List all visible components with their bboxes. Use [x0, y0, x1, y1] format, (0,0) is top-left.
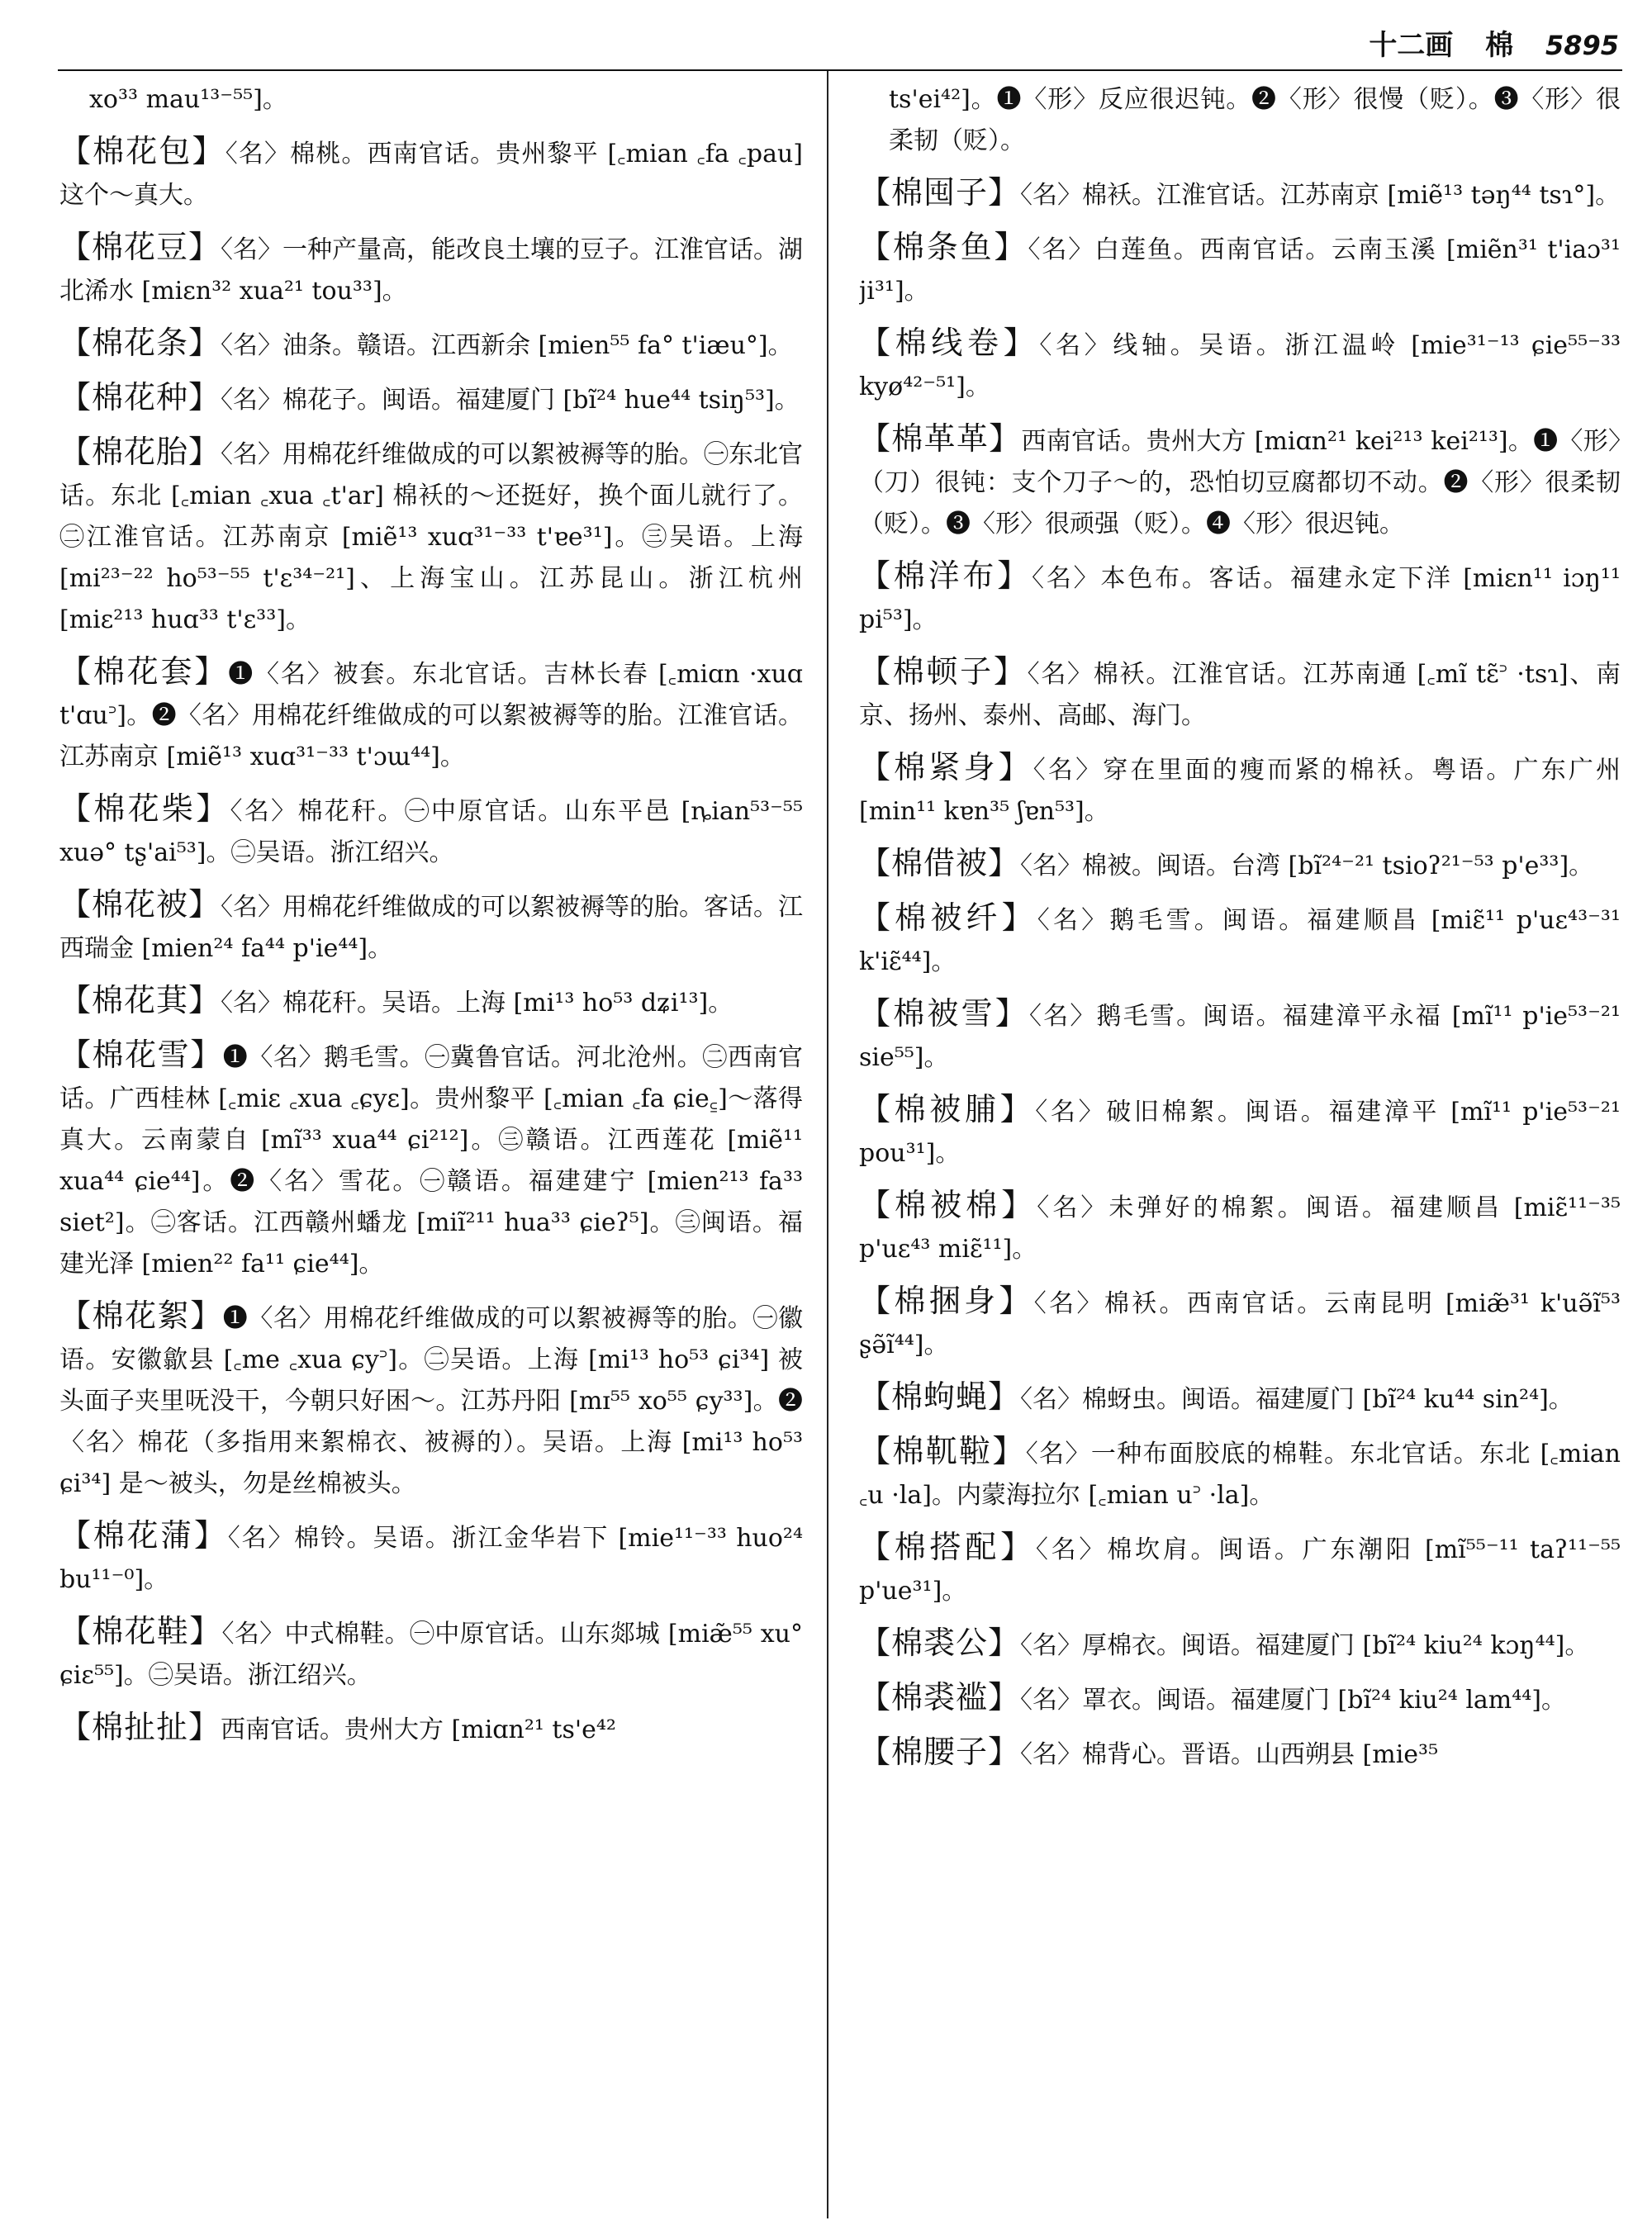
dictionary-entry	[859, 747, 1621, 833]
entry-headword: 【棉花种】	[59, 379, 221, 415]
entry-headword: 【棉花包】	[59, 133, 225, 169]
entry-headword: 【棉被雪】	[859, 995, 1029, 1032]
entry-definition: 〈名〉本色布。客话。福建永定下洋 [miɛn¹¹ iɔŋ¹¹ pi⁵³]。	[859, 564, 1621, 634]
dictionary-entry	[59, 884, 803, 970]
entry-list-left	[59, 130, 803, 1751]
entry-definition: 〈名〉厚棉衣。闽语。福建厦门 [bĩ²⁴ kiu²⁴ kɔŋ⁴⁴]。	[1020, 1631, 1590, 1660]
entry-headword: 【棉花套】	[59, 653, 229, 690]
entry-definition: 〈名〉线轴。吴语。浙江温岭 [mie³¹⁻¹³ ɕie⁵⁵⁻³³ kyø⁴²⁻⁵¹]。	[859, 331, 1621, 401]
dictionary-entry	[59, 431, 803, 641]
entry-definition: 〈名〉棉花秆。吴语。上海 [mi¹³ ho⁵³ dʑi¹³]。	[221, 989, 733, 1018]
entry-headword: 【棉腰子】	[859, 1734, 1021, 1770]
dictionary-entry	[59, 1515, 803, 1601]
entry-headword: 【棉借被】	[859, 845, 1021, 881]
entry-headword: 【棉捆身】	[859, 1283, 1034, 1319]
entry-headword: 【棉被脯】	[859, 1091, 1036, 1127]
entry-headword: 【棉搭配】	[859, 1529, 1036, 1565]
entry-definition: 〈名〉鹅毛雪。闽语。福建顺昌 [miɛ̃¹¹ p'uɛ⁴³⁻³¹ k'iɛ̃⁴⁴]。	[859, 906, 1621, 976]
entry-definition: 〈名〉棉袄。江淮官话。江苏南京 [miẽ¹³ təŋ⁴⁴ tsɿ°]。	[1020, 181, 1621, 210]
entry-definition: 〈名〉用棉花纤维做成的可以絮被褥等的胎。客话。江西瑞金 [mien²⁴ fa⁴⁴ p'ie⁴⁴]。	[59, 893, 803, 963]
entry-definition: 〈名〉一种产量高，能改良土壤的豆子。江淮官话。湖北浠水 [miɛn³² xua²¹ tou³³]。	[59, 235, 803, 306]
dictionary-entry	[859, 1089, 1621, 1174]
entry-headword: 【棉条鱼】	[859, 229, 1028, 265]
continuation-text: xo³³ mau¹³⁻⁵⁵]。	[89, 85, 287, 114]
dictionary-entry	[859, 322, 1621, 408]
entry-definition: 〈名〉用棉花纤维做成的可以絮被褥等的胎。㊀东北官话。东北 [꜀mian ꜀xua ꜀t'ar] 棉袄的～还挺好，换个面儿就行了。㊁江淮官话。江苏南京 [miẽ¹³ xuɑ³¹⁻³³ t'ɐe³¹]。㊂吴语。上海 [mi²³⁻²² ho⁵³⁻⁵⁵ t'ɛ³⁴⁻²¹]、上海宝山。江苏昆山。浙江杭州 [miɛ²¹³ huɑ³³ t'ɛ³³]。	[59, 440, 803, 634]
dictionary-entry	[59, 322, 803, 367]
entry-headword: 【棉花胎】	[59, 434, 221, 470]
entry-definition: 〈名〉一种布面胶底的棉鞋。东北官话。东北 [꜀mian ꜀u ·la]。内蒙海拉尔 [꜀mian u꜄ ·la]。	[859, 1440, 1621, 1510]
page-number: 5895	[1545, 30, 1619, 61]
entry-definition: 〈名〉棉背心。晋语。山西朔县 [mie³⁵	[1020, 1740, 1439, 1769]
entry-definition: 〈名〉棉袄。江淮官话。江苏南通 [꜀mĩ tɛ̃꜄ ·tsɿ]、南京、扬州、泰州、高邮、海门。	[859, 660, 1621, 730]
dictionary-entry	[859, 226, 1621, 312]
entry-definition: 〈名〉棉花子。闽语。福建厦门 [bĩ²⁴ hue⁴⁴ tsiŋ⁵³]。	[221, 386, 800, 415]
entry-headword: 【棉蚼蝇】	[859, 1378, 1021, 1415]
entry-definition: 〈名〉棉花秆。㊀中原官话。山东平邑 [ȵian⁵³⁻⁵⁵ xuə° tʂ'ai⁵³]。㊁吴语。浙江绍兴。	[59, 797, 803, 867]
dictionary-entry	[59, 377, 803, 421]
entry-definition: 〈名〉棉桃。西南官话。贵州黎平 [꜀mian ꜀fa ꜀pau] 这个～真大。	[59, 140, 803, 210]
entry-headword: 【棉花絮】	[59, 1298, 223, 1334]
entry-headword: 【棉线卷】	[859, 325, 1040, 361]
dictionary-entry	[59, 980, 803, 1024]
entry-definition: 〈名〉白莲鱼。西南官话。云南玉溪 [miẽn³¹ t'iaɔ³¹ ji³¹]。	[859, 235, 1621, 306]
dictionary-entry	[59, 226, 803, 312]
dictionary-entry	[859, 1526, 1621, 1612]
entry-list-right	[859, 172, 1621, 1776]
dictionary-entry	[859, 172, 1621, 216]
entry-definition: 〈名〉棉蚜虫。闽语。福建厦门 [bĩ²⁴ ku⁴⁴ sin²⁴]。	[1020, 1385, 1574, 1414]
entry-definition: 〈名〉破旧棉絮。闽语。福建漳平 [mĩ¹¹ p'ie⁵³⁻²¹ pou³¹]。	[859, 1098, 1621, 1168]
dictionary-entry	[859, 1677, 1621, 1721]
entry-definition: 〈名〉棉坎肩。闽语。广东潮阳 [mĩ⁵⁵⁻¹¹ taʔ¹¹⁻⁵⁵ p'ue³¹]。	[859, 1535, 1621, 1606]
entry-headword: 【棉花豆】	[59, 229, 221, 265]
dictionary-entry	[59, 1706, 803, 1751]
entry-headword: 【棉裘褴】	[859, 1679, 1021, 1715]
dictionary-entry	[859, 555, 1621, 641]
column-divider	[827, 71, 828, 2218]
entry-definition: 西南官话。贵州大方 [miɑn²¹ kei²¹³ kei²¹³]。❶〈形〉（刀）很钝：支个刀子～的，恐怕切豆腐都切不动。❷〈形〉很柔韧（贬）。❸〈形〉很顽强（贬）。❹〈形〉很迟钝。	[859, 427, 1621, 539]
dictionary-entry	[859, 993, 1621, 1079]
header-char: 棉	[1485, 29, 1514, 62]
entry-definition: 〈名〉鹅毛雪。闽语。福建漳平永福 [mĩ¹¹ p'ie⁵³⁻²¹ sie⁵⁵]。	[859, 1002, 1621, 1072]
entry-definition: 〈名〉棉铃。吴语。浙江金华岩下 [mie¹¹⁻³³ huo²⁴ bu¹¹⁻⁰]。	[59, 1524, 803, 1594]
running-header	[1289, 25, 1619, 66]
entry-definition: ❶〈名〉鹅毛雪。㊀冀鲁官话。河北沧州。㊁西南官话。广西桂林 [꜀miɛ ꜀xua ꜀ɕyɛ]。贵州黎平 [꜀mian ꜀fa ɕie꜁]～落得真大。云南蒙自 [mĩ³³ xua⁴⁴ ɕi²¹²]。㊂赣语。江西莲花 [miẽ¹¹ xua⁴⁴ ɕie⁴⁴]。❷〈名〉雪花。㊀赣语。福建建宁 [mien²¹³ fa³³ siet²]。㊁客话。江西赣州蟠龙 [miĩ²¹¹ hua³³ ɕieʔ⁵]。㊂闽语。福建光泽 [mien²² fa¹¹ ɕie⁴⁴]。	[59, 1043, 803, 1279]
entry-headword: 【棉被纤】	[859, 899, 1037, 936]
entry-headword: 【棉花被】	[59, 886, 221, 923]
dictionary-entry	[859, 1731, 1621, 1776]
dictionary-entry	[859, 897, 1621, 983]
dictionary-entry	[859, 842, 1621, 887]
entry-headword: 【棉紧身】	[859, 749, 1033, 785]
entry-definition: 〈名〉棉被。闽语。台湾 [bĩ²⁴⁻²¹ tsioʔ²¹⁻⁵³ p'e³³]。	[1020, 852, 1594, 880]
entry-headword: 【棉靰鞡】	[859, 1433, 1026, 1469]
entry-headword: 【棉花雪】	[59, 1037, 223, 1073]
entry-definition: 西南官话。贵州大方 [miɑn²¹ ts'e⁴²	[221, 1715, 616, 1744]
dictionary-entry	[59, 130, 803, 216]
entry-headword: 【棉花条】	[59, 325, 221, 361]
dictionary-entry	[59, 1034, 803, 1285]
entry-definition: 〈名〉油条。赣语。江西新余 [mien⁵⁵ fa° t'iæu°]。	[221, 331, 793, 360]
dictionary-entry	[859, 651, 1621, 737]
entry-definition: 〈名〉罩衣。闽语。福建厦门 [bĩ²⁴ kiu²⁴ lam⁴⁴]。	[1020, 1686, 1567, 1715]
dictionary-entry	[859, 418, 1621, 545]
dictionary-entry	[59, 651, 803, 778]
entry-definition: ❶〈名〉被套。东北官话。吉林长春 [꜀miɑn ·xuɑ t'ɑu꜄]。❷〈名〉用棉花纤维做成的可以絮被褥等的胎。江淮官话。江苏南京 [miẽ¹³ xuɑ³¹⁻³³ t'ɔɯ⁴⁴]。	[59, 660, 803, 771]
dictionary-entry	[859, 1622, 1621, 1667]
entry-definition: 〈名〉未弹好的棉絮。闽语。福建顺昌 [miɛ̃¹¹⁻³⁵ p'uɛ⁴³ miɛ̃¹¹]。	[859, 1193, 1621, 1264]
dictionary-entry	[59, 1295, 803, 1505]
header-section: 十二画	[1369, 29, 1454, 62]
entry-definition: ❶〈名〉用棉花纤维做成的可以絮被褥等的胎。㊀徽语。安徽歙县 [꜀me ꜀xua ɕy꜄]。㊁吴语。上海 [mi¹³ ho⁵³ ɕi³⁴] 被头面子夹里呒没干，今朝只好困～。江苏丹阳 [mɪ⁵⁵ xo⁵⁵ ɕy³³]。❷〈名〉棉花（多指用来絮棉衣、被褥的）。吴语。上海 [mi¹³ ho⁵³ ɕi³⁴] 是～被头，勿是丝棉被头。	[59, 1304, 803, 1498]
entry-headword: 【棉花柴】	[59, 790, 230, 827]
entry-definition: 〈名〉穿在里面的瘦而紧的棉袄。粤语。广东广州 [min¹¹ kɐn³⁵ ʃɐn⁵³]。	[859, 756, 1621, 826]
right-column	[859, 79, 1621, 2218]
entry-headword: 【棉花萁】	[59, 982, 221, 1018]
dictionary-entry	[59, 788, 803, 874]
entry-headword: 【棉花蒲】	[59, 1517, 228, 1554]
dictionary-entry	[859, 1376, 1621, 1421]
entry-headword: 【棉被棉】	[859, 1187, 1037, 1223]
entry-headword: 【棉囤子】	[859, 174, 1021, 211]
entry-headword: 【棉裘公】	[859, 1625, 1021, 1661]
entry-headword: 【棉洋布】	[859, 558, 1032, 594]
entry-headword: 【棉顿子】	[859, 653, 1028, 690]
dictionary-entry	[859, 1184, 1621, 1270]
continuation-text: ts'ei⁴²]。❶〈形〉反应很迟钝。❷〈形〉很慢（贬）。❸〈形〉很柔韧（贬）。	[889, 85, 1621, 155]
dictionary-entry	[59, 1611, 803, 1696]
entry-headword: 【棉扯扯】	[59, 1709, 221, 1745]
entry-definition: 〈名〉棉袄。西南官话。云南昆明 [miæ̃³¹ k'uə̃ĩ⁵³ ʂə̃ĩ⁴⁴]。	[859, 1289, 1621, 1359]
dictionary-entry	[859, 1280, 1621, 1366]
entry-headword: 【棉花鞋】	[59, 1613, 222, 1649]
entry-headword: 【棉革革】	[859, 420, 1022, 457]
entry-definition: 〈名〉中式棉鞋。㊀中原官话。山东郯城 [miæ̃⁵⁵ xu° ɕiɛ⁵⁵]。㊁吴语。浙江绍兴。	[59, 1620, 803, 1690]
left-column	[59, 79, 803, 2218]
header-rule	[58, 69, 1622, 71]
dictionary-entry	[859, 1431, 1621, 1516]
